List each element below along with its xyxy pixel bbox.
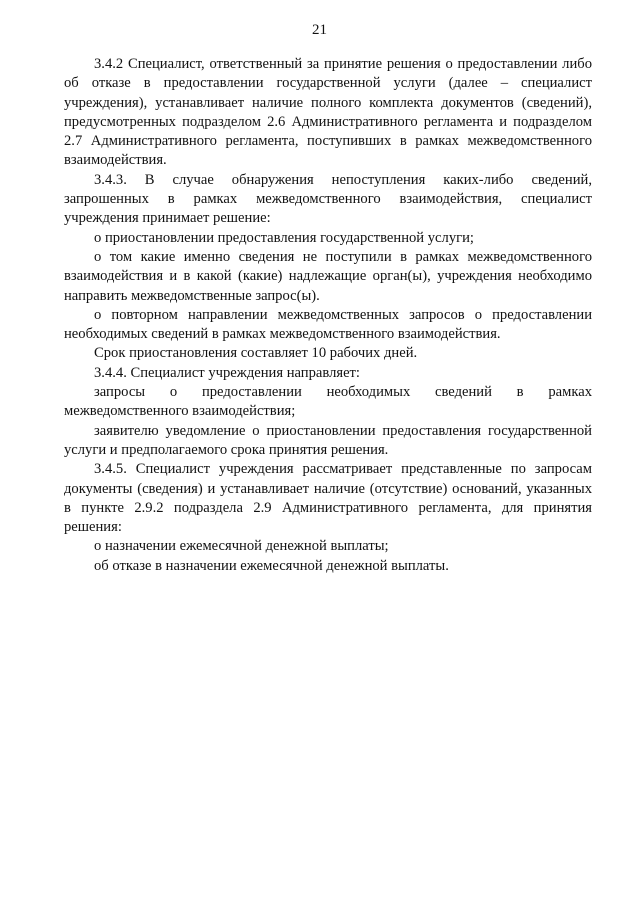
paragraph-requests: запросы о предоставлении необходимых сведений в рамках межведомственного взаимодействия;	[64, 384, 592, 420]
paragraph-refusal-decision: об отказе в назначении ежемесячной денежной выплаты.	[94, 557, 449, 574]
paragraph-suspension-decision: о приостановлении предоставления государственной услуги;	[94, 229, 474, 246]
paragraph-suspension-period: Срок приостановления составляет 10 рабочих дней.	[94, 345, 418, 362]
paragraph-3-4-3: 3.4.3. В случае обнаружения непоступления каких-либо сведений, запрошенных в рамках межведомственного взаимодействия, специалист учреждения принимает решение:	[64, 171, 592, 227]
paragraph-3-4-2: 3.4.2 Специалист, ответственный за принятие решения о предоставлении либо об отказе в предоставлении государственной услуги (далее – специалист учреждения), устанавливает наличие полного комплекта документов (сведений), предусмотренных подразделом 2.6 Административного регламента и подразделом 2.7 Административного регламента, поступивших в рамках межведомственного взаимодействия.	[64, 56, 592, 169]
paragraph-3-4-4: 3.4.4. Специалист учреждения направляет:	[94, 364, 360, 381]
paragraph-grant-decision: о назначении ежемесячной денежной выплаты;	[94, 538, 389, 555]
paragraph-repeat-requests: о повторном направлении межведомственных запросов о предоставлении необходимых сведений в рамках межведомственного взаимодействия.	[64, 306, 592, 343]
paragraph-3-4-5: 3.4.5. Специалист учреждения рассматривает представленные по запросам документы (сведения) и устанавливает наличие (отсутствие) оснований, указанных в пункте 2.9.2 подраздела 2.9 Административного регламента, для принятия решения:	[64, 461, 592, 536]
page-number: 21	[312, 22, 327, 38]
paragraph-missing-information: о том какие именно сведения не поступили в рамках межведомственного взаимодействия и в какой (какие) надлежащие орган(ы), учреждения необходимо направить межведомственные запрос(ы).	[64, 248, 592, 304]
document-body	[64, 55, 592, 576]
paragraph-applicant-notice: заявителю уведомление о приостановлении предоставления государственной услуги и предполагаемого срока принятия решения.	[64, 422, 592, 458]
